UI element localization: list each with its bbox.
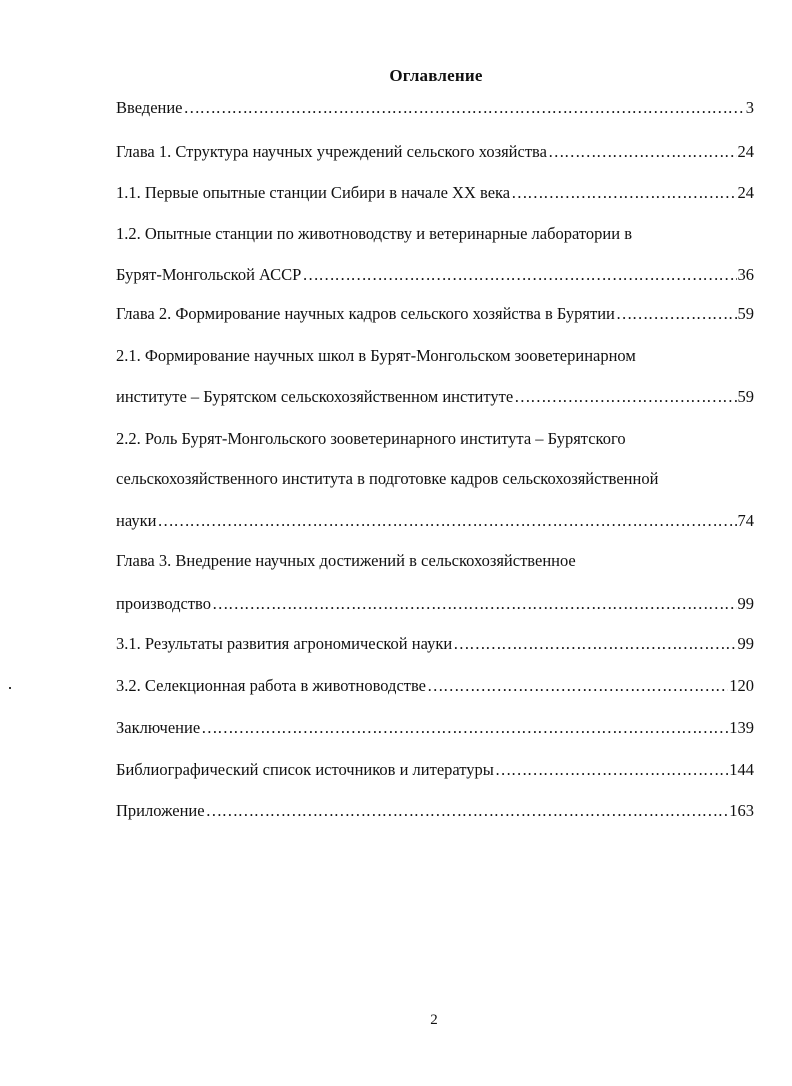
toc-entry-text: Бурят-Монгольской АССР [116, 265, 302, 284]
toc-entry-section-3-2 [116, 674, 754, 698]
dot-leader [157, 509, 736, 533]
toc-entry-section-2-2-line-3 [116, 509, 754, 533]
dot-leader [511, 181, 736, 205]
toc-entry-text: 2.1. Формирование научных школ в Бурят-Монгольском зооветеринарном [116, 346, 636, 365]
dot-leader [212, 592, 737, 616]
toc-entry-chapter-2 [116, 302, 754, 326]
toc-entry-text: 2.2. Роль Бурят-Монгольского зооветеринарного института – Бурятского [116, 429, 626, 448]
dot-leader [302, 263, 736, 287]
toc-entry-text: институте – Бурятском сельскохозяйственном институте [116, 387, 514, 406]
toc-entry-chapter-1 [116, 140, 754, 164]
toc-entry-text: Приложение [116, 801, 205, 820]
toc-entry-section-1-1 [116, 181, 754, 205]
toc-entry-page: 24 [737, 183, 754, 202]
dot-leader [548, 140, 737, 164]
dot-leader [201, 716, 728, 740]
toc-entry-text: сельскохозяйственного института в подготовке кадров сельскохозяйственной [116, 469, 659, 488]
toc-entry-text: Глава 1. Структура научных учреждений сельского хозяйства [116, 142, 547, 161]
toc-entry-bibliography [116, 758, 754, 782]
toc-entry-section-2-2-line-1 [116, 427, 754, 451]
toc-entry-section-1-2-line-1 [116, 222, 754, 246]
dot-leader [616, 302, 737, 326]
toc-entry-appendix [116, 799, 754, 823]
toc-entry-page: 120 [729, 676, 754, 695]
toc-entry-page: 163 [729, 801, 754, 820]
toc-entry-chapter-3-line-1 [116, 549, 754, 573]
toc-entry-section-2-2-line-2 [116, 467, 754, 491]
toc-entry-text: 1.1. Первые опытные станции Сибири в начале XX века [116, 183, 511, 202]
toc-entry-text: Глава 2. Формирование научных кадров сельского хозяйства в Бурятии [116, 304, 615, 323]
toc-entry-section-1-2-line-2 [116, 263, 754, 287]
toc-entry-chapter-3-line-2 [116, 592, 754, 616]
toc-entry-text: 1.2. Опытные станции по животноводству и ветеринарные лаборатории в [116, 224, 632, 243]
toc-entry-text: Заключение [116, 718, 201, 737]
toc-entry-page: 3 [745, 98, 754, 117]
toc-entry-text: 3.1. Результаты развития агрономической науки [116, 634, 453, 653]
dot-leader [453, 632, 736, 656]
toc-entry-page: 24 [737, 142, 754, 161]
scan-speck [9, 687, 11, 689]
toc-entry-page: 144 [729, 760, 754, 779]
toc-entry-page: 99 [737, 634, 754, 653]
dot-leader [514, 385, 736, 409]
toc-entry-section-2-1-line-1 [116, 344, 754, 368]
page-number: 2 [430, 1012, 438, 1028]
dot-leader [427, 674, 728, 698]
toc-entry-text: Глава 3. Внедрение научных достижений в сельскохозяйственное [116, 551, 576, 570]
toc-entry-introduction [116, 96, 754, 120]
toc-entry-page: 74 [737, 511, 754, 530]
toc-entry-page: 139 [729, 718, 754, 737]
toc-entry-text: науки [116, 511, 157, 530]
toc-entry-text: Библиографический список источников и литературы [116, 760, 494, 779]
toc-entry-conclusion [116, 716, 754, 740]
toc-entry-page: 59 [737, 304, 754, 323]
toc-title: Оглавление [389, 66, 483, 85]
dot-leader [495, 758, 728, 782]
toc-entry-text: Введение [116, 98, 183, 117]
toc-entry-section-2-1-line-2 [116, 385, 754, 409]
dot-leader [206, 799, 729, 823]
toc-entry-text: 3.2. Селекционная работа в животноводстве [116, 676, 426, 695]
dot-leader [184, 96, 745, 120]
toc-entry-text: производство [116, 594, 211, 613]
toc-entry-page: 99 [737, 594, 754, 613]
toc-entry-page: 36 [737, 265, 754, 284]
toc-entry-section-3-1 [116, 632, 754, 656]
toc-entry-page: 59 [737, 387, 754, 406]
